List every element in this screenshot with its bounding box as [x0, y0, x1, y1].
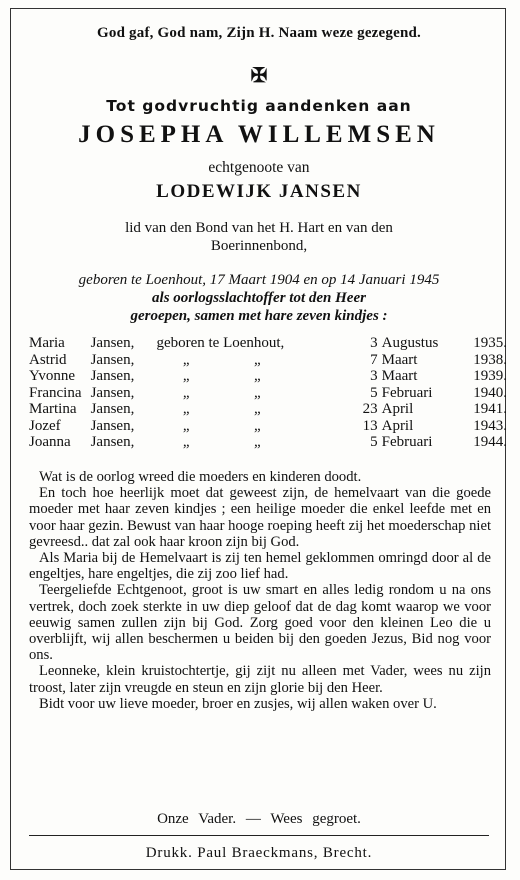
- child-birth-month: Maart: [381, 368, 418, 384]
- child-birth-day: 3: [370, 335, 378, 351]
- child-birth-day: 5: [370, 434, 378, 450]
- child-last-name: Jansen,: [90, 384, 135, 401]
- child-birth-year: 1944.: [473, 434, 507, 450]
- child-first-name: Yvonne: [29, 368, 75, 384]
- memorial-paragraph: Bidt voor uw lieve moeder, broer en zusjes, wij allen waken over U.: [39, 695, 437, 712]
- ditto-mark: „: [254, 384, 261, 401]
- child-first-name: Martina: [29, 401, 77, 417]
- child-birth-month: April: [381, 417, 414, 434]
- child-row: [29, 418, 507, 435]
- child-birth-day: 7: [370, 351, 378, 368]
- birth-death-text: [23, 271, 495, 325]
- ditto-mark: „: [254, 434, 261, 450]
- spouse-name: LODEWIJK JANSEN: [156, 181, 362, 202]
- child-row: [29, 335, 507, 352]
- child-birth-month: Augustus: [381, 335, 439, 351]
- child-last-name: Jansen,: [90, 417, 135, 434]
- child-last-name: Jansen,: [90, 368, 135, 384]
- child-birthplace: geboren te Loenhout,: [156, 335, 285, 351]
- child-first-name: Astrid: [29, 351, 67, 368]
- ditto-mark: „: [254, 368, 261, 384]
- child-first-name: Jozef: [29, 417, 61, 434]
- memorial-card: [10, 8, 506, 870]
- ditto-mark: „: [182, 401, 190, 417]
- child-first-name: Francina: [29, 384, 82, 401]
- child-birth-year: 1941.: [473, 401, 507, 417]
- ditto-mark: „: [182, 351, 190, 368]
- child-birth-year: 1938.: [473, 351, 507, 368]
- divider: [29, 835, 489, 836]
- child-birth-day: 13: [362, 417, 378, 434]
- child-birth-day: 5: [370, 384, 378, 401]
- intro-line: Tot godvruchtig aandenken aan: [106, 97, 412, 115]
- child-birth-year: 1940.: [473, 384, 507, 401]
- ditto-mark: „: [182, 417, 190, 434]
- ditto-mark: „: [254, 351, 261, 368]
- child-row: [29, 434, 507, 451]
- ditto-mark: „: [254, 417, 261, 434]
- child-first-name: Maria: [29, 335, 65, 351]
- memorial-paragraph: En toch hoe heerlijk moet dat geweest zijn, de hemelvaart van die goede moeder met haar zeven kindjes ; een heilige moeder die enkel leefde met en voor haar gezin. Bewust van haar hooge roeping heeft zij het moederschap niet gevreesd.. dat zal ook haar kroon zijn bij God.: [29, 485, 491, 550]
- memorial-paragraph: Wat is de oorlog wreed die moeders en kinderen doodt.: [39, 469, 362, 485]
- child-birth-month: Maart: [381, 351, 418, 368]
- memorial-paragraph: Leonneke, klein kruistochtertje, gij zijt nu alleen met Vader, wees nu zijn troost, later zijn vreugde en steun en zijn glorie bij den Heer.: [29, 663, 491, 696]
- child-birth-month: Februari: [381, 434, 433, 450]
- prayer-separator: —: [245, 811, 261, 827]
- memorial-text: [29, 469, 491, 712]
- memorial-paragraph: Als Maria bij de Hemelvaart is zij ten hemel geklommen omringd door al de engeltjes, hare engeltjes, die zij zoo lief had.: [29, 550, 491, 583]
- card-content: [23, 9, 507, 869]
- child-first-name: Joanna: [29, 434, 71, 450]
- ditto-mark: „: [182, 368, 190, 384]
- child-birth-year: 1943.: [473, 417, 507, 434]
- child-birth-day: 23: [362, 401, 378, 417]
- blessing-header: God gaf, God nam, Zijn H. Naam weze gezegend.: [97, 25, 421, 41]
- prayer-our-father: Onze Vader.: [157, 811, 237, 827]
- membership-line: Boerinnenbond,: [210, 238, 308, 254]
- child-row: [29, 385, 507, 402]
- child-row: [29, 401, 507, 418]
- death-line: als oorlogsslachtoffer tot den Heer: [152, 290, 366, 306]
- spouse-label: echtgenoote van: [208, 159, 310, 176]
- child-row: [29, 368, 507, 385]
- membership-line: lid van den Bond van het H. Hart en van den: [125, 220, 393, 236]
- ditto-mark: „: [254, 401, 261, 417]
- birth-line: geboren te Loenhout, 17 Maart 1904 en op 14 Januari 1945: [78, 272, 440, 288]
- membership-text: [23, 219, 495, 255]
- child-row: [29, 352, 507, 369]
- ditto-mark: „: [182, 434, 190, 450]
- child-birth-month: Februari: [381, 384, 433, 401]
- prayers-line: [23, 811, 495, 828]
- memorial-paragraph: Teergeliefde Echtgenoot, groot is uw smart en alles ledig rondom u na ons vertrek, doch zoek sterkte in uw diep geloof dat de dag komt waarop we voor eeuwig samen zullen zijn bij God. Zorg goed voor den kleinen Leo die u overblijft, wij allen beschermen u beiden bij den goeden Jezus, Bid nog voor ons.: [29, 582, 491, 664]
- ditto-mark: „: [182, 384, 190, 401]
- child-last-name: Jansen,: [90, 401, 135, 417]
- child-birth-year: 1939.: [473, 368, 507, 384]
- children-intro-line: geroepen, samen met hare zeven kindjes :: [130, 308, 388, 324]
- child-birth-month: April: [381, 401, 414, 417]
- child-last-name: Jansen,: [90, 351, 135, 368]
- deceased-name: JOSEPHA WILLEMSEN: [78, 121, 440, 148]
- child-last-name: Jansen,: [90, 335, 135, 351]
- children-table: [29, 335, 507, 451]
- child-birth-year: 1935.: [473, 335, 507, 351]
- cross-icon: ✠: [250, 63, 268, 87]
- child-last-name: Jansen,: [90, 434, 135, 450]
- prayer-hail-mary: Wees gegroet.: [270, 811, 361, 827]
- printer-credit: Drukk. Paul Braeckmans, Brecht.: [145, 845, 373, 861]
- child-birth-day: 3: [370, 368, 378, 384]
